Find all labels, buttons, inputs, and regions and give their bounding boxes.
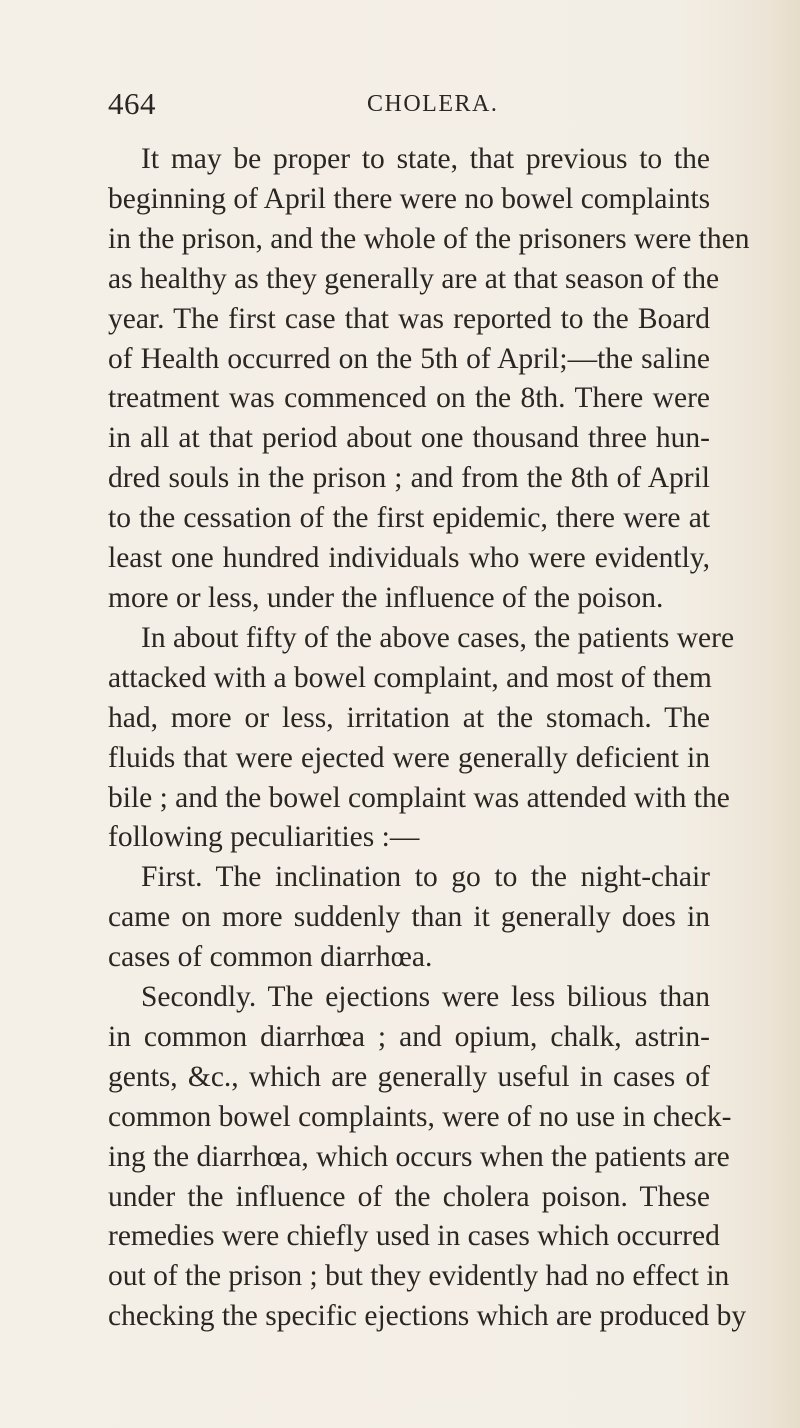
text-line: under the influence of the cholera poison. These [108, 1180, 710, 1213]
text-line: checking the specific ejections which are produced by [108, 1300, 747, 1333]
text-line: fluids that were ejected were generally deficient in [108, 741, 710, 774]
text-line: in the prison, and the whole of the prisoners were then [108, 222, 750, 255]
text-line: attacked with a bowel complaint, and most of them [108, 661, 712, 694]
text-line: following peculiarities :— [108, 821, 420, 854]
running-head: CHOLERA. [367, 91, 499, 117]
text-line: First. The inclination to go to the night-chair [141, 861, 710, 894]
text-line: more or less, under the influence of the poison. [108, 581, 664, 614]
text-line: In about fifty of the above cases, the patients were [141, 621, 735, 654]
text-line: treatment was commenced on the 8th. There were [108, 382, 710, 415]
text-line: had, more or less, irritation at the stomach. The [108, 701, 710, 734]
text-line: came on more suddenly than it generally does in [108, 901, 710, 934]
text-line: out of the prison ; but they evidently had no effect in [108, 1260, 730, 1293]
text-line: common bowel complaints, were of no use in check- [108, 1100, 732, 1133]
text-line: gents, &c., which are generally useful in cases of [108, 1060, 710, 1093]
text-line: year. The first case that was reported to the Board [108, 302, 710, 335]
paragraph [108, 140, 750, 619]
body-text [108, 140, 750, 1337]
text-line: as healthy as they generally are at that season of the [108, 262, 720, 295]
paragraph [108, 619, 735, 858]
text-line: remedies were chiefly used in cases which occurred [108, 1220, 720, 1253]
text-line: to the cessation of the first epidemic, there were at [108, 502, 710, 535]
text-line: of Health occurred on the 5th of April;—the saline [108, 342, 710, 375]
text-line: ing the diarrhœa, which occurs when the patients are [108, 1140, 730, 1173]
text-line: in all at that period about one thousand three hun- [108, 422, 710, 455]
text-line: in common diarrhœa ; and opium, chalk, astrin- [108, 1020, 710, 1053]
page-number: 464 [108, 86, 156, 121]
text-line: cases of common diarrhœa. [108, 941, 433, 974]
text-line: It may be proper to state, that previous to the [141, 143, 710, 175]
text-line: Secondly. The ejections were less bilious than [141, 981, 710, 1014]
paragraph [108, 858, 710, 978]
text-line: dred souls in the prison ; and from the 8th of April [108, 462, 710, 495]
text-line: bile ; and the bowel complaint was attended with the [108, 781, 730, 814]
text-line: least one hundred individuals who were evidently, [108, 542, 710, 575]
text-line: beginning of April there were no bowel complaints [108, 182, 711, 215]
page-header [108, 86, 708, 126]
paragraph [108, 978, 747, 1337]
